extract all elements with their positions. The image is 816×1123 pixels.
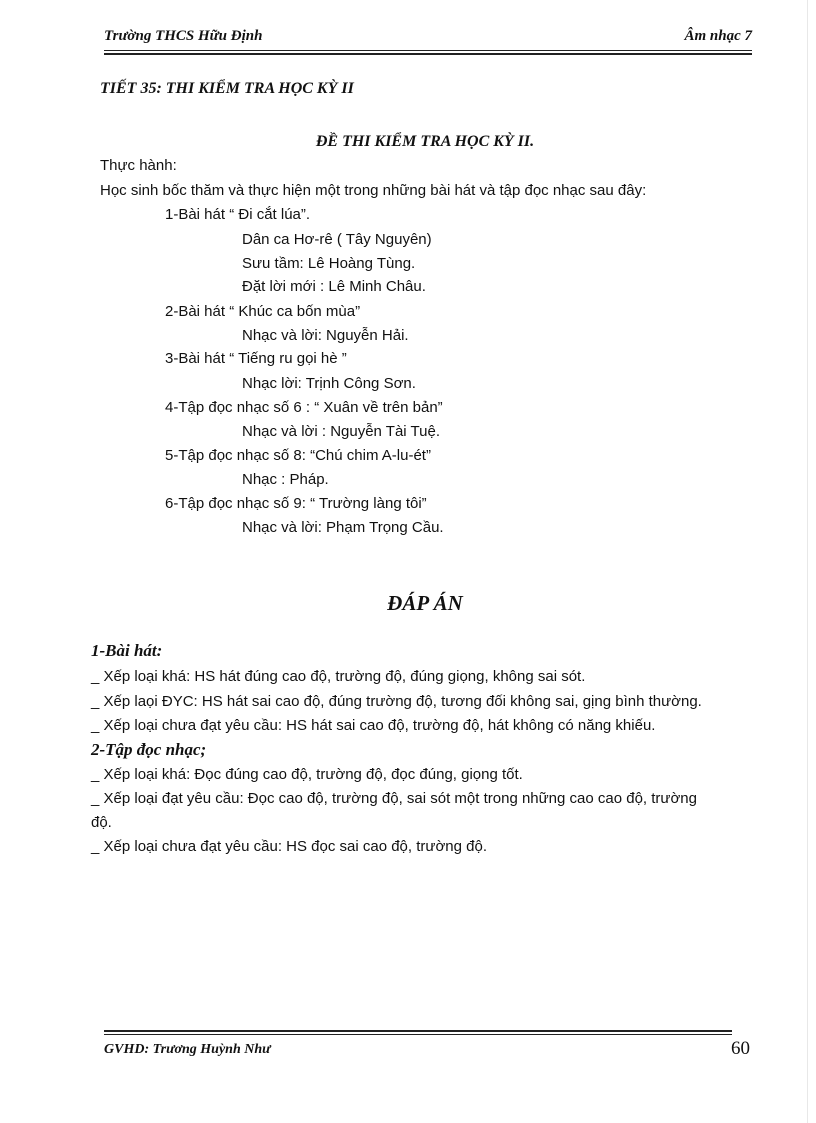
practice-instruction: Học sinh bốc thăm và thực hiện một trong những bài hát và tập đọc nhạc sau đây:	[100, 182, 647, 199]
song-item-1: 1-Bài hát “ Đi cắt lúa”.	[165, 206, 311, 223]
header-rule	[104, 50, 752, 51]
grading-line: _ Xếp loại đạt yêu cầu: Đọc cao độ, trường độ, sai sót một trong những cao cao độ, trường	[91, 790, 697, 807]
practice-label: Thực hành:	[100, 157, 177, 174]
grading-line: _ Xếp loại chưa đạt yêu cầu: HS hát sai cao độ, trường độ, hát không có năng khiếu.	[91, 717, 656, 734]
answer-title: ĐÁP ÁN	[387, 591, 463, 615]
song-item-4: 4-Tập đọc nhạc số 6 : “ Xuân về trên bản”	[165, 399, 443, 416]
exam-title: ĐỀ THI KIỂM TRA HỌC KỲ II.	[315, 133, 535, 150]
footer-rule	[104, 1034, 732, 1035]
song-detail: Sưu tầm: Lê Hoàng Tùng.	[242, 255, 416, 272]
header-rule-thick	[104, 53, 752, 55]
grading-line: _ Xếp loại khá: HS hát đúng cao độ, trường độ, đúng giọng, không sai sót.	[91, 668, 586, 685]
school-name: Trường THCS Hữu Định	[104, 28, 263, 44]
grading-line: _ Xếp loại khá: Đọc đúng cao độ, trường độ, đọc đúng, giọng tốt.	[91, 766, 523, 783]
song-item-5: 5-Tập đọc nhạc số 8: “Chú chim A-lu-ét”	[165, 447, 431, 464]
song-detail: Nhạc lời: Trịnh Công Sơn.	[242, 375, 416, 392]
subject-name: Âm nhạc 7	[684, 28, 752, 44]
footer-rule-thick	[104, 1030, 732, 1032]
grading-line: _ Xếp laọi ĐYC: HS hát sai cao độ, đúng trường độ, tương đối không sai, gịng bình thường.	[91, 693, 702, 710]
page-number: 60	[731, 1038, 750, 1059]
song-detail: Đặt lời mới : Lê Minh Châu.	[242, 278, 426, 295]
grading-line: _ Xếp loại chưa đạt yêu cầu: HS đọc sai cao độ, trường độ.	[91, 838, 487, 855]
page-header	[104, 28, 752, 50]
section-heading-reading: 2-Tập đọc nhạc;	[91, 740, 207, 759]
song-detail: Nhạc và lời: Phạm Trọng Cầu.	[242, 519, 444, 536]
grading-line: độ.	[91, 814, 112, 831]
song-detail: Nhạc : Pháp.	[242, 471, 329, 488]
song-item-2: 2-Bài hát “ Khúc ca bốn mùa”	[165, 303, 361, 320]
song-detail: Nhạc và lời : Nguyễn Tài Tuệ.	[242, 423, 440, 440]
song-detail: Dân ca Hơ-rê ( Tây Nguyên)	[242, 231, 432, 248]
song-item-6: 6-Tập đọc nhạc số 9: “ Trường làng tôi”	[165, 495, 427, 512]
teacher-name: GVHD: Trương Huỳnh Như	[104, 1042, 271, 1057]
lesson-title: TIẾT 35: THI KIỂM TRA HỌC KỲ II	[100, 80, 354, 97]
song-detail: Nhạc và lời: Nguyễn Hải.	[242, 327, 409, 344]
section-heading-song: 1-Bài hát:	[91, 641, 163, 660]
song-item-3: 3-Bài hát “ Tiếng ru gọi hè ”	[165, 350, 347, 367]
page-edge	[807, 0, 816, 1123]
